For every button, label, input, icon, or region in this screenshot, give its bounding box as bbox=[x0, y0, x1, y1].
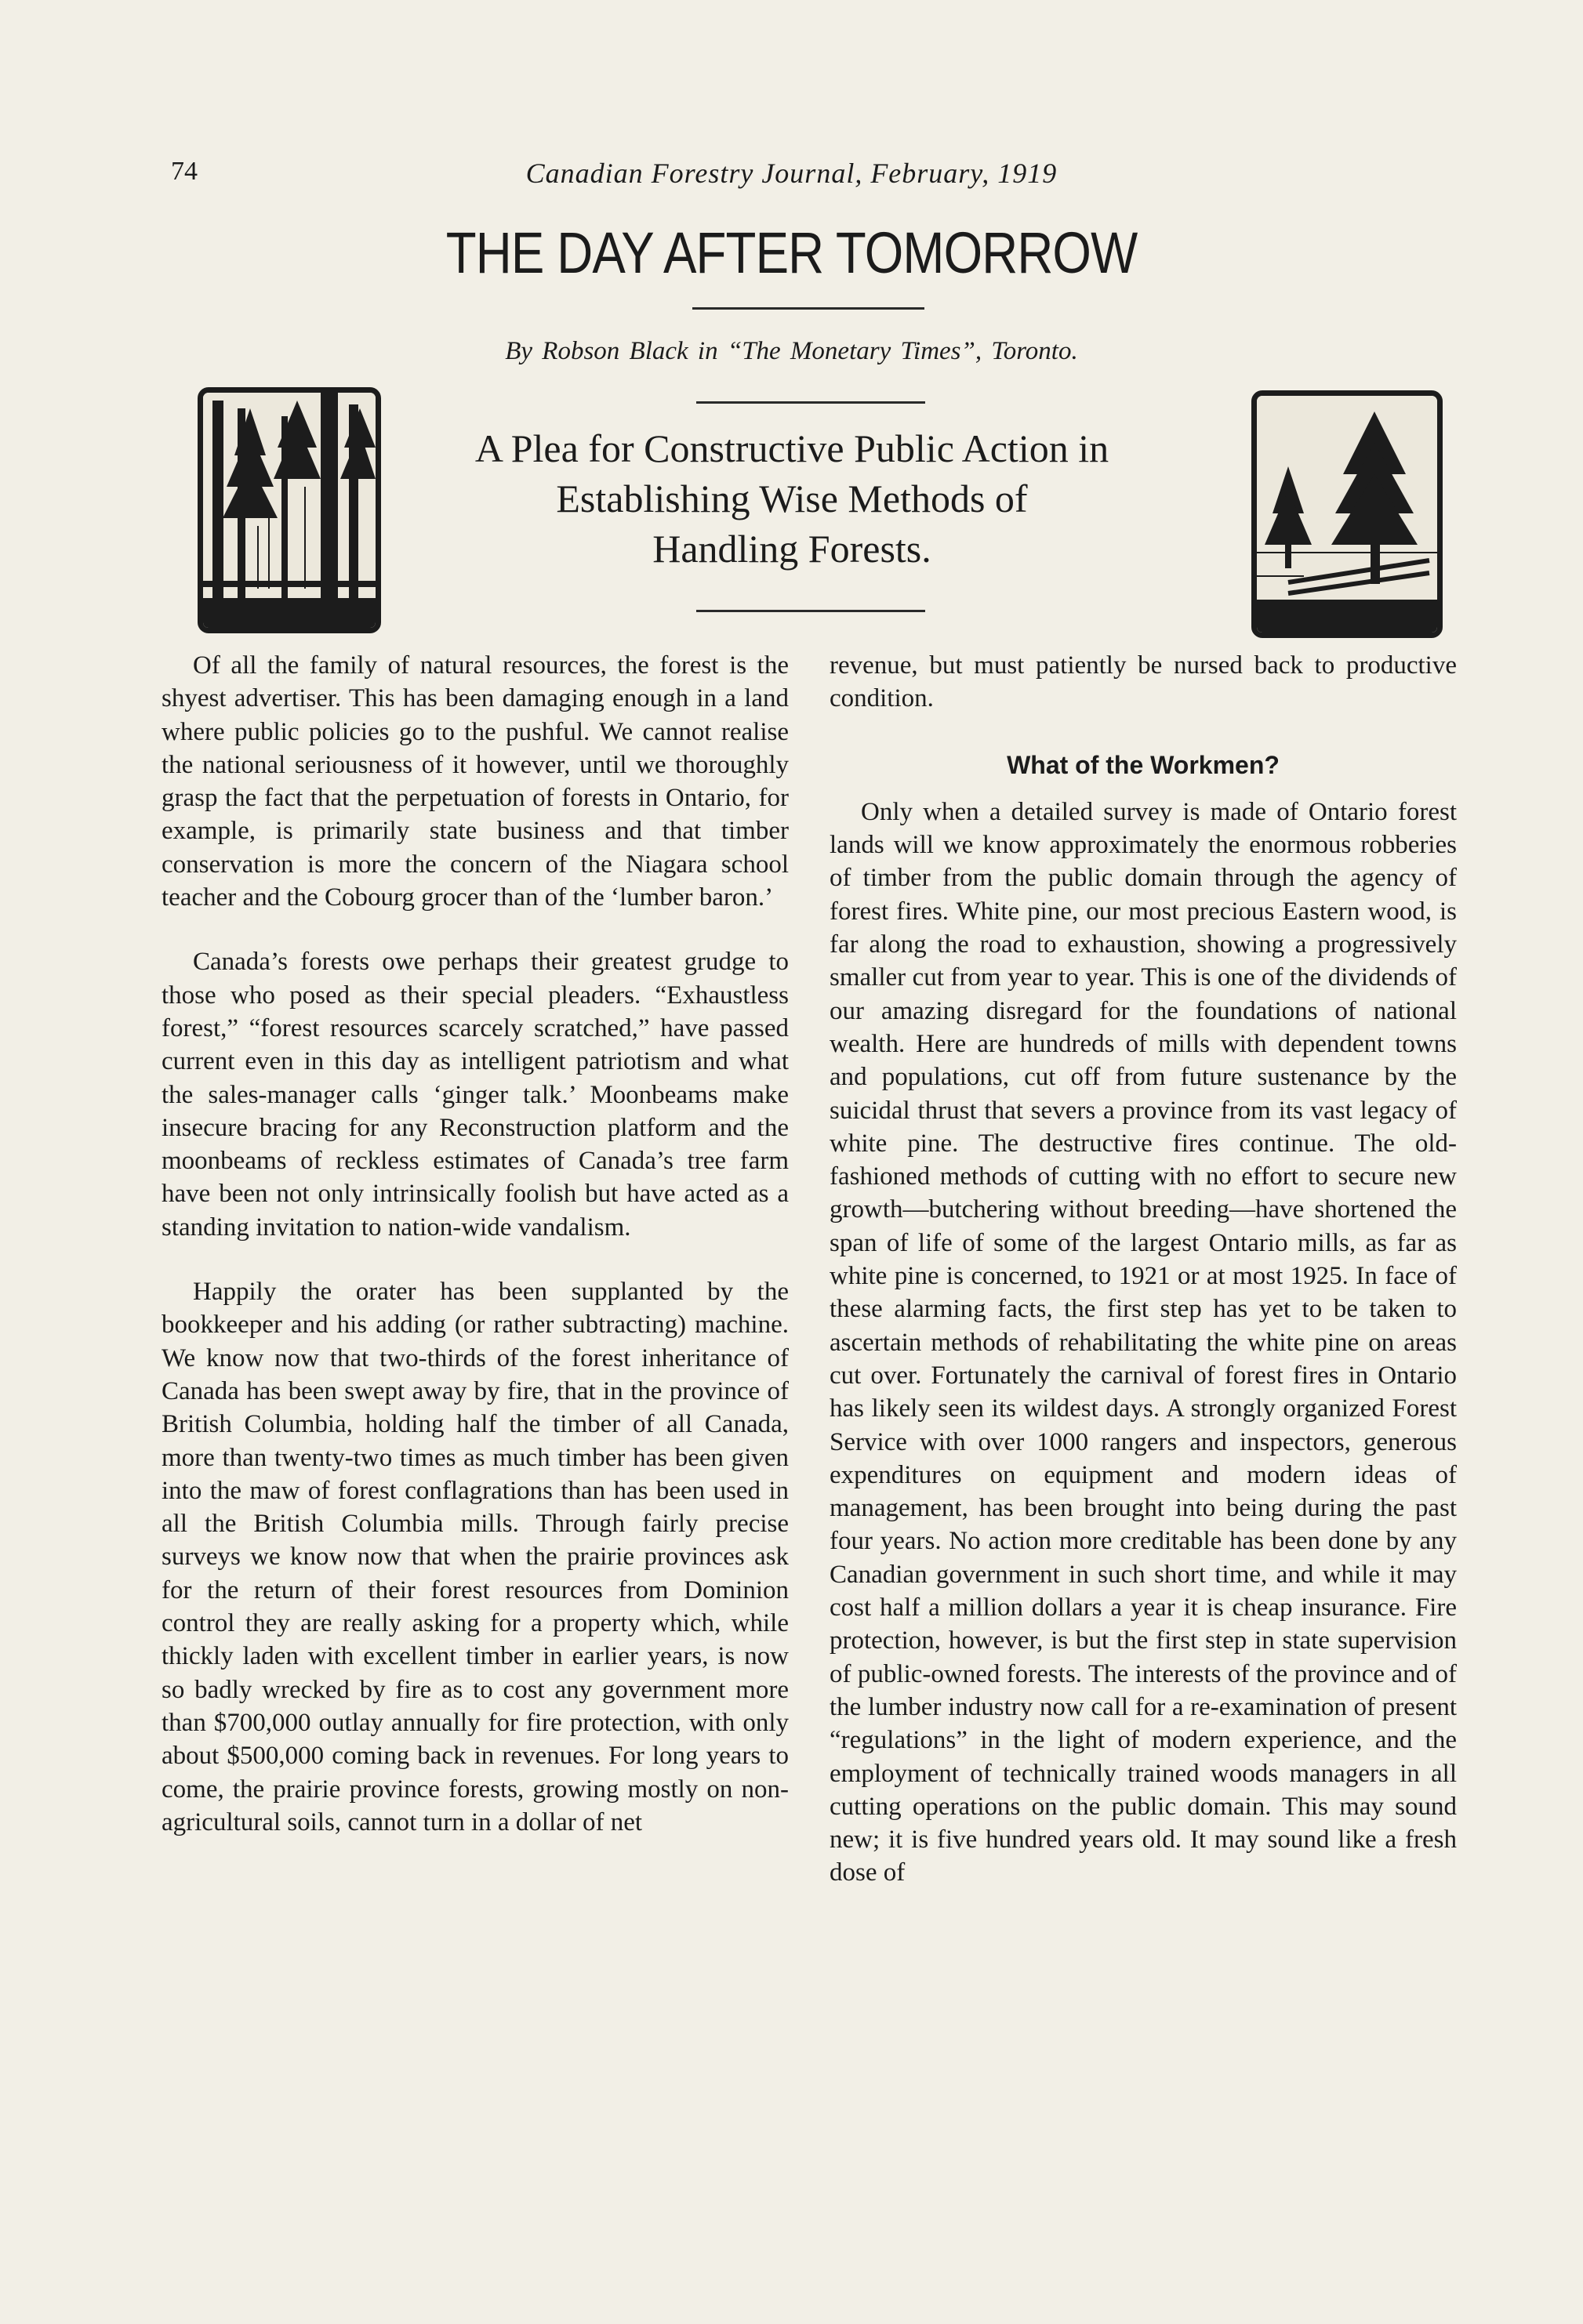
article-title: THE DAY AFTER TOMORROW bbox=[445, 220, 1138, 285]
subtitle-top-rule bbox=[696, 401, 925, 404]
paragraph: revenue, but must patiently be nursed back to productive condition. bbox=[830, 651, 1457, 713]
section-heading: What of the Workmen? bbox=[1007, 750, 1280, 779]
paragraph: Of all the family of natural resources, the forest is the shyest advertiser. This has been damaging enough in a land where public policies go to the pushful. We cannot realise the national seriousness of it however, until we thoroughly grasp the fact that the perpetuation of forests in Ontario, for example, is primarily state business and that timber conservation is more the concern of the Niagara school teacher and the Cobourg grocer than of the ‘lumber baron.’ bbox=[162, 651, 789, 912]
paragraph: Happily the orater has been supplanted by the bookkeeper and his adding (or rather subtracting) machine. We know now that two-thirds of the forest inheritance of Canada has been swept away by fire, that in the province of British Columbia, holding half the timber of all Canada, more than twenty-two times as much timber has been given into the maw of forest conflagrations than has been used in all the British Columbia mills. Through fairly precise surveys we know now that when the prairie provinces ask for the return of their forest resources from Dominion control they are really asking for a property which, while thickly laden with excellent timber in earlier years, is now so badly wrecked by fire as to cost any government more than $700,000 outlay annually for fire protection, with only about $500,000 coming back in revenues. For long years to come, the prairie province forests, growing mostly on non-agricultural soils, cannot turn in a dollar of net bbox=[162, 1278, 789, 1836]
paragraph: Canada’s forests owe perhaps their greatest grudge to those who posed as their special pleaders. “Exhaustless forest,” “forest resources scarcely scratched,” have passed current even in this day as intelligent patriotism and what the sales-manager calls ‘ginger talk.’ Moonbeams make insecure bracing for any Reconstruction platform and the moonbeams of reckless estimates of Canada’s tree farm have been not only intrinsically foolish but have acted as a standing invitation to nation-wide vandalism. bbox=[162, 948, 789, 1242]
title-rule bbox=[692, 307, 924, 310]
left-column bbox=[162, 649, 789, 1839]
forest-vignette-left bbox=[198, 387, 381, 633]
right-column bbox=[830, 649, 1457, 1890]
subtitle-line-3: Handling Forests. bbox=[652, 527, 931, 571]
forest-tree-icon bbox=[203, 393, 376, 628]
paragraph: Only when a detailed survey is made of Ontario forest lands will we know approximately the enormous robberies of timber from the public domain through the agency of forest fires. White pine, our most precious Eastern wood, is far along the road to exhaustion, showing a progressively smaller cut from year to year. This is one of the dividends of our amazing disregard for the foundations of national wealth. Here are hundreds of mills with dependent towns and populations, cut off from future sustenance by the suicidal thrust that severs a province from its vast legacy of white pine. The destructive fires continue. The old-fashioned methods of cutting with no effort to secure new growth—butchering without breeding—have shortened the span of life of some of the largest Ontario mills, as far as white pine is concerned, to 1921 or at most 1925. In face of these alarming facts, the first step has yet to be taken to ascertain methods of rehabilitating the white pine on areas cut over. Fortunately the carnival of forest fires in Ontario has likely seen its wildest days. A strongly organized Forest Service with over 1000 rangers and inspectors, generous expenditures on equipment and modern ideas of management, has been brought into being during the past four years. No action more creditable has been done by any Canadian government in such short time, and while it may cost half a million dollars a year it is cheap insurance. Fire protection, however, is but the first step in state supervision of public-owned forests. The interests of the province and of the lumber industry now call for a re-examination of present “regulations” in the light of modern experience, and the employment of technically trained woods managers in all cutting operations on the public domain. This may sound new; it is five hundred years old. It may sound like a fresh dose of bbox=[830, 797, 1457, 1887]
logging-scene-icon bbox=[1257, 396, 1437, 633]
byline: By Robson Black in “The Monetary Times”, Toronto. bbox=[505, 337, 1078, 365]
subtitle-line-1: A Plea for Constructive Public Action in bbox=[474, 426, 1109, 470]
subtitle-bottom-rule bbox=[696, 610, 925, 612]
subtitle-line-2: Establishing Wise Methods of bbox=[556, 477, 1028, 520]
running-title: Canadian Forestry Journal, February, 1919 bbox=[525, 158, 1058, 189]
page-number: 74 bbox=[171, 157, 198, 186]
forest-vignette-right bbox=[1251, 390, 1443, 638]
subtitle bbox=[408, 423, 1176, 574]
